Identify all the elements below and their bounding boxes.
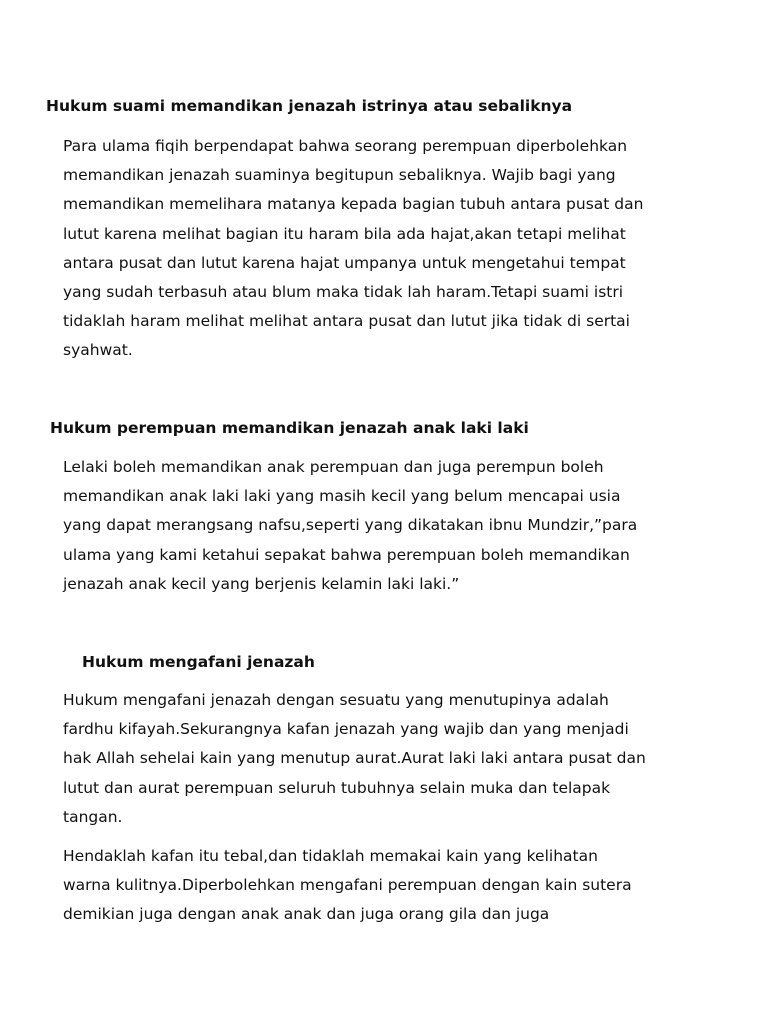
section-heading-suami-istri: Hukum suami memandikan jenazah istrinya atau sebaliknya [46,97,573,115]
paragraph-mengafani-hukum: Hukum mengafani jenazah dengan sesuatu yang menutupinya adalah fardhu kifayah.Sekurangnya kafan jenazah yang wajib dan yang menjadi hak Allah sehelai kain yang menutup aurat.Aurat laki laki antara pusat dan lutut dan aurat perempuan seluruh tubuhnya selain muka dan telapak tangan. [63,691,646,826]
paragraph-mengafani-kain: Hendaklah kafan itu tebal,dan tidaklah memakai kain yang kelihatan warna kulitnya.Diperbolehkan mengafani perempuan dengan kain sutera demikian juga dengan anak anak dan juga orang gila dan juga [63,847,632,924]
section-heading-anak-laki-laki: Hukum perempuan memandikan jenazah anak laki laki [50,419,529,437]
section-heading-mengafani: Hukum mengafani jenazah [82,653,315,671]
paragraph-anak-laki-laki: Lelaki boleh memandikan anak perempuan dan juga perempun boleh memandikan anak laki laki yang masih kecil yang belum mencapai usia yang dapat merangsang nafsu,seperti yang dikatakan ibnu Mundzir,”para ulama yang kami ketahui sepakat bahwa perempuan boleh memandikan jenazah anak kecil yang berjenis kelamin laki laki.” [63,458,638,593]
paragraph-suami-istri: Para ulama fiqih berpendapat bahwa seorang perempuan diperbolehkan memandikan jenazah suaminya begitupun sebaliknya. Wajib bagi yang memandikan memelihara matanya kepada bagian tubuh antara pusat dan lutut karena melihat bagian itu haram bila ada hajat,akan tetapi melihat antara pusat dan lutut karena hajat umpanya untuk mengetahui tempat yang sudah terbasuh atau blum maka tidak lah haram.Tetapi suami istri tidaklah haram melihat melihat antara pusat dan lutut jika tidak di sertai syahwat. [63,137,644,360]
